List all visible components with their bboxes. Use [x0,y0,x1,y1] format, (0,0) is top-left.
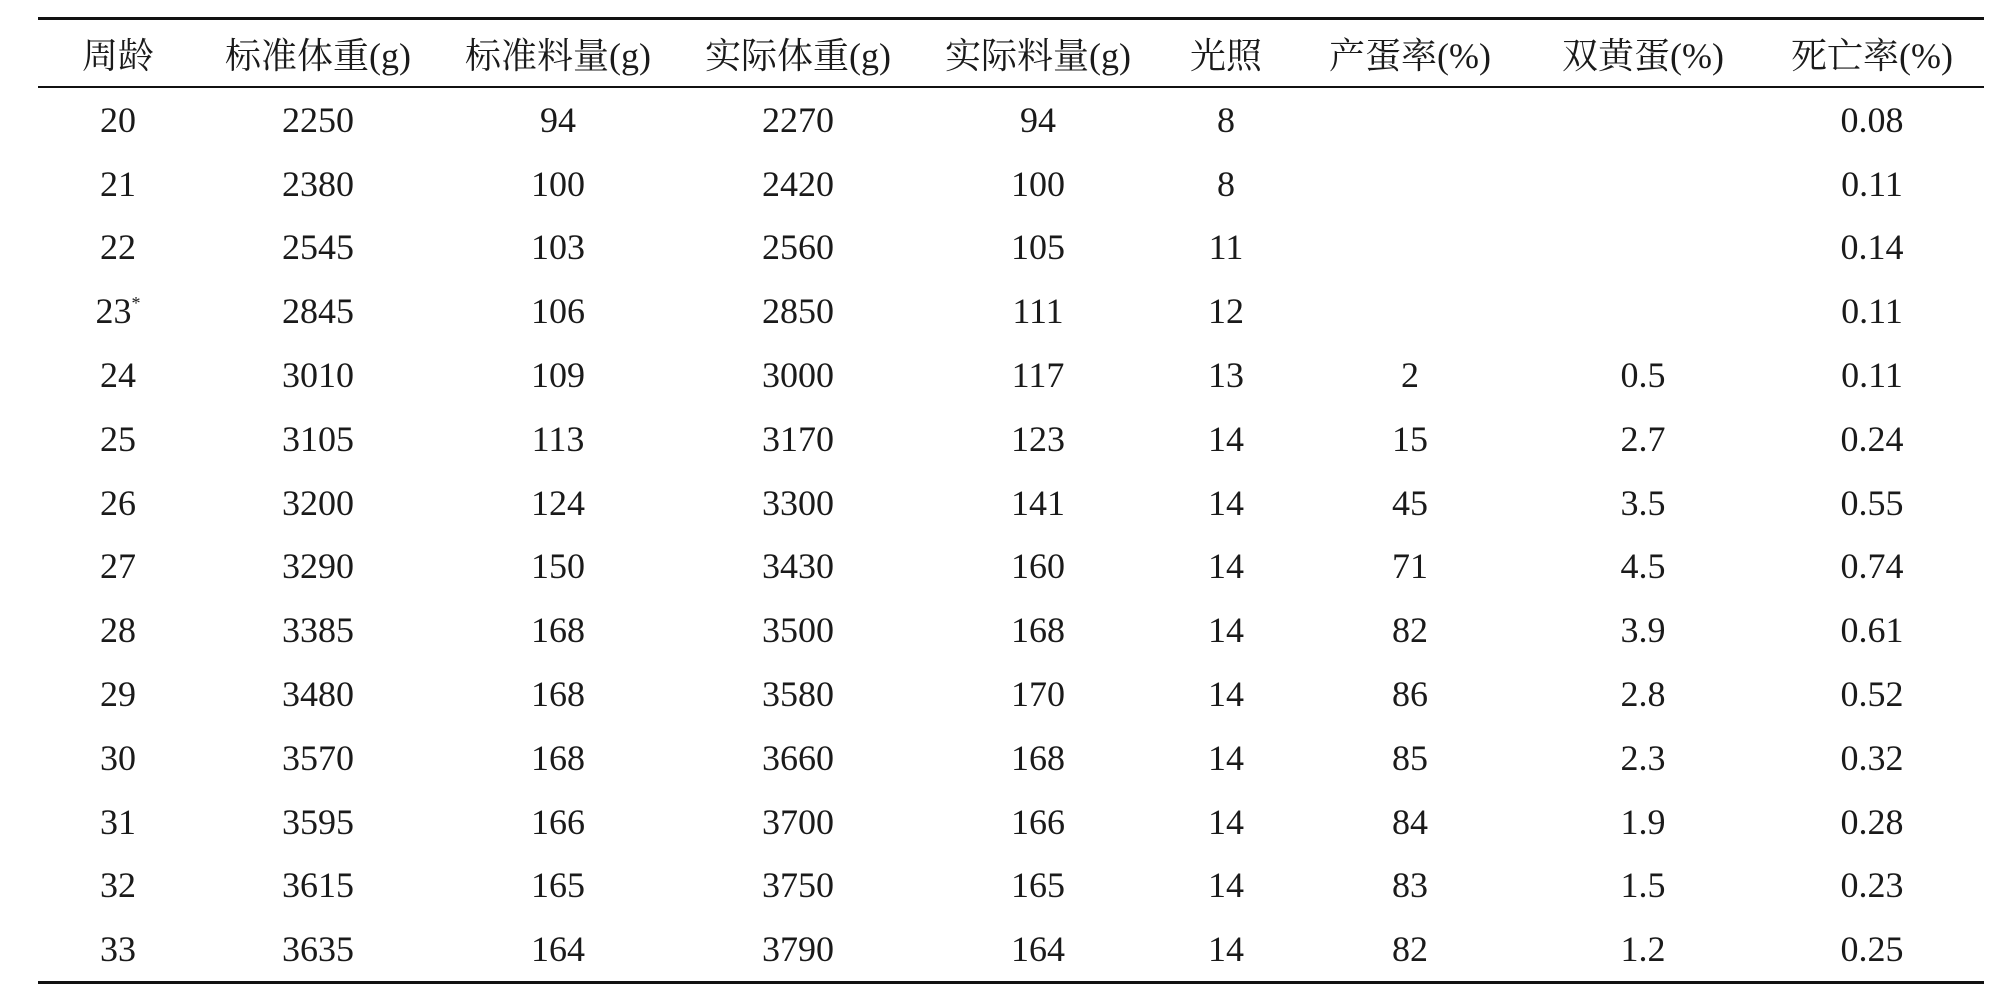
cell-actual-feed [918,598,1158,662]
cell-standard-weight-value: 3635 [282,929,354,970]
cell-light-value: 12 [1208,291,1244,332]
cell-laying-rate [1294,790,1526,854]
cell-mortality-value: 0.32 [1840,737,1904,778]
cell-double-yolk [1526,726,1760,790]
table-row [38,598,1984,662]
cell-laying-rate [1294,343,1526,407]
cell-standard-feed-value: 124 [531,482,585,523]
cell-actual-feed [918,343,1158,407]
cell-week [38,598,198,662]
header-actual-feed: 实际料量(g) [945,35,1131,76]
cell-week [38,662,198,726]
cell-actual-weight-value: 3700 [762,801,834,842]
cell-mortality-value: 0.25 [1840,929,1904,970]
cell-standard-weight-value: 3570 [282,737,354,778]
cell-actual-weight-value: 3500 [762,610,834,651]
cell-laying-rate [1294,152,1526,216]
cell-laying-rate [1294,917,1526,982]
cell-standard-weight-value: 3615 [282,865,354,906]
cell-light-value: 14 [1208,610,1244,651]
cell-week [38,790,198,854]
cell-actual-feed-value: 94 [1020,99,1056,140]
cell-standard-feed [438,535,678,599]
cell-actual-feed [918,152,1158,216]
cell-actual-weight [678,917,918,982]
table-row [38,662,1984,726]
cell-mortality [1760,854,1984,918]
header-laying-rate: 产蛋率(%) [1329,35,1491,76]
cell-light [1158,535,1294,599]
cell-standard-weight-value: 3010 [282,355,354,396]
cell-standard-feed-value: 106 [531,291,585,332]
cell-actual-weight-value: 3750 [762,865,834,906]
cell-standard-feed-value: 168 [531,610,585,651]
cell-standard-weight-value: 3200 [282,482,354,523]
cell-light [1158,407,1294,471]
cell-double-yolk [1526,535,1760,599]
cell-standard-feed [438,279,678,343]
cell-standard-weight-value: 3480 [282,674,354,715]
cell-actual-feed [918,662,1158,726]
cell-standard-weight [198,343,438,407]
cell-double-yolk-value: 3.9 [1620,610,1666,651]
cell-mortality-value: 0.23 [1840,865,1904,906]
data-table-container [38,17,1984,984]
cell-standard-feed-value: 150 [531,546,585,587]
header-week: 周龄 [81,35,154,76]
cell-mortality [1760,407,1984,471]
cell-week-value: 20 [100,99,136,140]
cell-mortality [1760,598,1984,662]
cell-week [38,343,198,407]
cell-standard-feed-value: 103 [531,227,585,268]
cell-light [1158,216,1294,280]
cell-actual-weight [678,471,918,535]
cell-light [1158,343,1294,407]
cell-standard-weight [198,917,438,982]
cell-week-value: 32 [100,865,136,906]
cell-laying-rate-value: 86 [1392,674,1428,715]
cell-mortality [1760,343,1984,407]
table-row [38,216,1984,280]
cell-actual-feed-value: 165 [1011,865,1065,906]
cell-mortality [1760,535,1984,599]
header-double-yolk: 双黄蛋(%) [1562,35,1724,76]
cell-actual-feed [918,790,1158,854]
cell-standard-weight [198,535,438,599]
cell-standard-feed [438,471,678,535]
cell-double-yolk-value: 0.5 [1620,355,1666,396]
cell-actual-weight [678,598,918,662]
cell-week-value: 24 [100,355,136,396]
cell-double-yolk [1526,216,1760,280]
cell-week [38,535,198,599]
cell-mortality-value: 0.24 [1840,418,1904,459]
cell-week [38,917,198,982]
cell-mortality [1760,790,1984,854]
cell-standard-weight-value: 2545 [282,227,354,268]
table-row [38,279,1984,343]
table-row [38,854,1984,918]
cell-standard-weight-value: 2380 [282,163,354,204]
cell-actual-weight-value: 3170 [762,418,834,459]
cell-double-yolk-value: 4.5 [1620,546,1666,587]
table-row [38,407,1984,471]
cell-actual-weight [678,216,918,280]
cell-double-yolk [1526,854,1760,918]
cell-standard-feed-value: 166 [531,801,585,842]
cell-standard-weight [198,854,438,918]
cell-mortality-value: 0.28 [1840,801,1904,842]
cell-mortality-value: 0.74 [1840,546,1904,587]
cell-mortality [1760,279,1984,343]
cell-laying-rate-value: 45 [1392,482,1428,523]
cell-week [38,152,198,216]
cell-light [1158,87,1294,152]
cell-double-yolk-value: 1.2 [1620,929,1666,970]
cell-standard-weight-value: 3105 [282,418,354,459]
cell-standard-feed-value: 164 [531,929,585,970]
cell-actual-feed [918,535,1158,599]
cell-actual-feed-value: 170 [1011,674,1065,715]
header-standard-weight: 标准体重(g) [225,35,411,76]
cell-actual-feed [918,854,1158,918]
cell-actual-feed [918,917,1158,982]
cell-week-value: 27 [100,546,136,587]
cell-week [38,216,198,280]
cell-week [38,279,198,343]
table-row [38,535,1984,599]
breeder-performance-table [38,17,1984,984]
cell-standard-feed [438,407,678,471]
cell-mortality [1760,726,1984,790]
header-actual-weight: 实际体重(g) [705,35,891,76]
cell-light-value: 14 [1208,482,1244,523]
header-standard-feed: 标准料量(g) [465,35,651,76]
cell-actual-weight [678,152,918,216]
cell-actual-weight [678,662,918,726]
cell-actual-feed-value: 123 [1011,418,1065,459]
cell-light [1158,790,1294,854]
cell-week-value: 23 [95,291,132,332]
cell-laying-rate-value: 84 [1392,801,1428,842]
cell-actual-weight [678,407,918,471]
cell-standard-feed [438,152,678,216]
cell-actual-feed-value: 160 [1011,546,1065,587]
cell-laying-rate-value: 82 [1392,929,1428,970]
table-body [38,87,1984,983]
cell-double-yolk-value: 2.3 [1620,737,1666,778]
cell-actual-weight-value: 2850 [762,291,834,332]
cell-actual-feed [918,471,1158,535]
cell-actual-feed [918,216,1158,280]
cell-laying-rate-value: 85 [1392,737,1428,778]
cell-double-yolk [1526,471,1760,535]
cell-week [38,87,198,152]
cell-mortality-value: 0.55 [1840,482,1904,523]
cell-standard-weight-value: 2845 [282,291,354,332]
cell-light [1158,662,1294,726]
cell-mortality-value: 0.14 [1840,227,1904,268]
cell-actual-feed [918,87,1158,152]
cell-laying-rate-value: 71 [1392,546,1428,587]
cell-light-value: 8 [1217,163,1235,204]
cell-double-yolk [1526,152,1760,216]
cell-mortality-value: 0.08 [1840,99,1904,140]
cell-mortality-value: 0.52 [1840,674,1904,715]
cell-standard-weight-value: 3595 [282,801,354,842]
cell-double-yolk-value: 2.8 [1620,674,1666,715]
cell-actual-weight-value: 3300 [762,482,834,523]
cell-standard-weight [198,662,438,726]
cell-standard-feed [438,854,678,918]
cell-standard-weight [198,152,438,216]
cell-actual-feed-value: 164 [1011,929,1065,970]
cell-light-value: 14 [1208,737,1244,778]
cell-actual-weight [678,279,918,343]
cell-standard-feed-value: 165 [531,865,585,906]
cell-laying-rate [1294,535,1526,599]
cell-standard-feed [438,343,678,407]
cell-actual-feed-value: 168 [1011,610,1065,651]
cell-actual-weight-value: 3000 [762,355,834,396]
table-row [38,152,1984,216]
cell-laying-rate [1294,279,1526,343]
cell-light-value: 14 [1208,929,1244,970]
cell-light [1158,854,1294,918]
cell-double-yolk [1526,790,1760,854]
table-row [38,87,1984,152]
cell-week [38,726,198,790]
cell-actual-weight [678,535,918,599]
cell-week-value: 28 [100,610,136,651]
cell-actual-weight-value: 2270 [762,99,834,140]
cell-laying-rate [1294,854,1526,918]
footnote-marker: * [131,293,141,314]
cell-standard-weight [198,726,438,790]
table-row [38,726,1984,790]
cell-actual-weight [678,343,918,407]
cell-actual-weight-value: 2420 [762,163,834,204]
cell-mortality [1760,216,1984,280]
cell-week-value: 29 [100,674,136,715]
cell-double-yolk-value: 1.9 [1620,801,1666,842]
cell-standard-weight [198,279,438,343]
cell-standard-weight [198,216,438,280]
cell-standard-weight [198,598,438,662]
cell-laying-rate-value: 82 [1392,610,1428,651]
cell-standard-weight [198,790,438,854]
cell-actual-weight-value: 3430 [762,546,834,587]
cell-double-yolk-value: 2.7 [1620,418,1666,459]
header-light: 光照 [1189,35,1262,76]
cell-light-value: 13 [1208,355,1244,396]
cell-standard-feed [438,662,678,726]
cell-double-yolk [1526,87,1760,152]
cell-standard-feed [438,216,678,280]
cell-mortality-value: 0.11 [1841,291,1903,332]
cell-double-yolk [1526,598,1760,662]
cell-standard-feed-value: 94 [540,99,576,140]
cell-mortality [1760,662,1984,726]
cell-actual-weight-value: 3790 [762,929,834,970]
cell-standard-weight-value: 3290 [282,546,354,587]
cell-light [1158,152,1294,216]
cell-mortality [1760,152,1984,216]
cell-light [1158,471,1294,535]
cell-standard-weight-value: 2250 [282,99,354,140]
cell-week [38,471,198,535]
cell-actual-feed-value: 168 [1011,737,1065,778]
cell-actual-weight-value: 3580 [762,674,834,715]
cell-laying-rate [1294,471,1526,535]
cell-standard-feed-value: 168 [531,737,585,778]
cell-actual-feed [918,407,1158,471]
table-row [38,471,1984,535]
cell-actual-feed-value: 100 [1011,163,1065,204]
cell-week [38,407,198,471]
cell-double-yolk-value: 3.5 [1620,482,1666,523]
cell-laying-rate [1294,216,1526,280]
cell-double-yolk [1526,279,1760,343]
cell-laying-rate [1294,87,1526,152]
cell-laying-rate [1294,598,1526,662]
cell-actual-feed [918,726,1158,790]
cell-light-value: 14 [1208,865,1244,906]
cell-mortality [1760,471,1984,535]
cell-mortality [1760,917,1984,982]
cell-standard-weight [198,471,438,535]
cell-laying-rate [1294,407,1526,471]
cell-double-yolk [1526,407,1760,471]
cell-actual-feed-value: 166 [1011,801,1065,842]
cell-week-value: 26 [100,482,136,523]
cell-actual-feed-value: 105 [1011,227,1065,268]
cell-actual-weight [678,854,918,918]
cell-laying-rate-value: 83 [1392,865,1428,906]
cell-actual-feed-value: 141 [1011,482,1065,523]
cell-week [38,854,198,918]
cell-standard-feed-value: 113 [531,418,585,459]
cell-laying-rate [1294,662,1526,726]
cell-light-value: 14 [1208,801,1244,842]
table-header [38,19,1984,88]
cell-week-value: 21 [100,163,136,204]
table-row [38,917,1984,982]
cell-mortality-value: 0.11 [1841,355,1903,396]
cell-standard-feed [438,598,678,662]
cell-week-value: 33 [100,929,136,970]
cell-light-value: 11 [1208,227,1244,268]
cell-standard-weight-value: 3385 [282,610,354,651]
cell-mortality-value: 0.61 [1840,610,1904,651]
cell-standard-feed-value: 109 [531,355,585,396]
cell-actual-weight-value: 3660 [762,737,834,778]
cell-light [1158,917,1294,982]
table-row [38,790,1984,854]
cell-double-yolk [1526,917,1760,982]
cell-light [1158,279,1294,343]
cell-week-value: 22 [100,227,136,268]
cell-actual-feed [918,279,1158,343]
cell-week-value: 31 [100,801,136,842]
cell-week-value: 25 [100,418,136,459]
cell-light-value: 8 [1217,99,1235,140]
cell-light [1158,726,1294,790]
cell-actual-weight [678,726,918,790]
cell-actual-feed-value: 117 [1011,355,1065,396]
cell-light-value: 14 [1208,546,1244,587]
cell-standard-weight [198,407,438,471]
cell-double-yolk [1526,662,1760,726]
cell-actual-weight [678,790,918,854]
cell-double-yolk [1526,343,1760,407]
cell-laying-rate-value: 2 [1401,355,1419,396]
cell-laying-rate [1294,726,1526,790]
cell-standard-feed [438,917,678,982]
cell-mortality [1760,87,1984,152]
table-row [38,343,1984,407]
cell-standard-feed-value: 100 [531,163,585,204]
header-mortality: 死亡率(%) [1791,35,1953,76]
cell-laying-rate-value: 15 [1392,418,1428,459]
cell-actual-weight-value: 2560 [762,227,834,268]
cell-week-value: 30 [100,737,136,778]
cell-actual-feed-value: 111 [1012,291,1064,332]
cell-mortality-value: 0.11 [1841,163,1903,204]
cell-standard-feed [438,726,678,790]
cell-light-value: 14 [1208,674,1244,715]
cell-light-value: 14 [1208,418,1244,459]
cell-light [1158,598,1294,662]
cell-actual-weight [678,87,918,152]
cell-standard-feed-value: 168 [531,674,585,715]
header-row [38,19,1984,88]
cell-standard-weight [198,87,438,152]
cell-standard-feed [438,790,678,854]
cell-standard-feed [438,87,678,152]
cell-double-yolk-value: 1.5 [1620,865,1666,906]
